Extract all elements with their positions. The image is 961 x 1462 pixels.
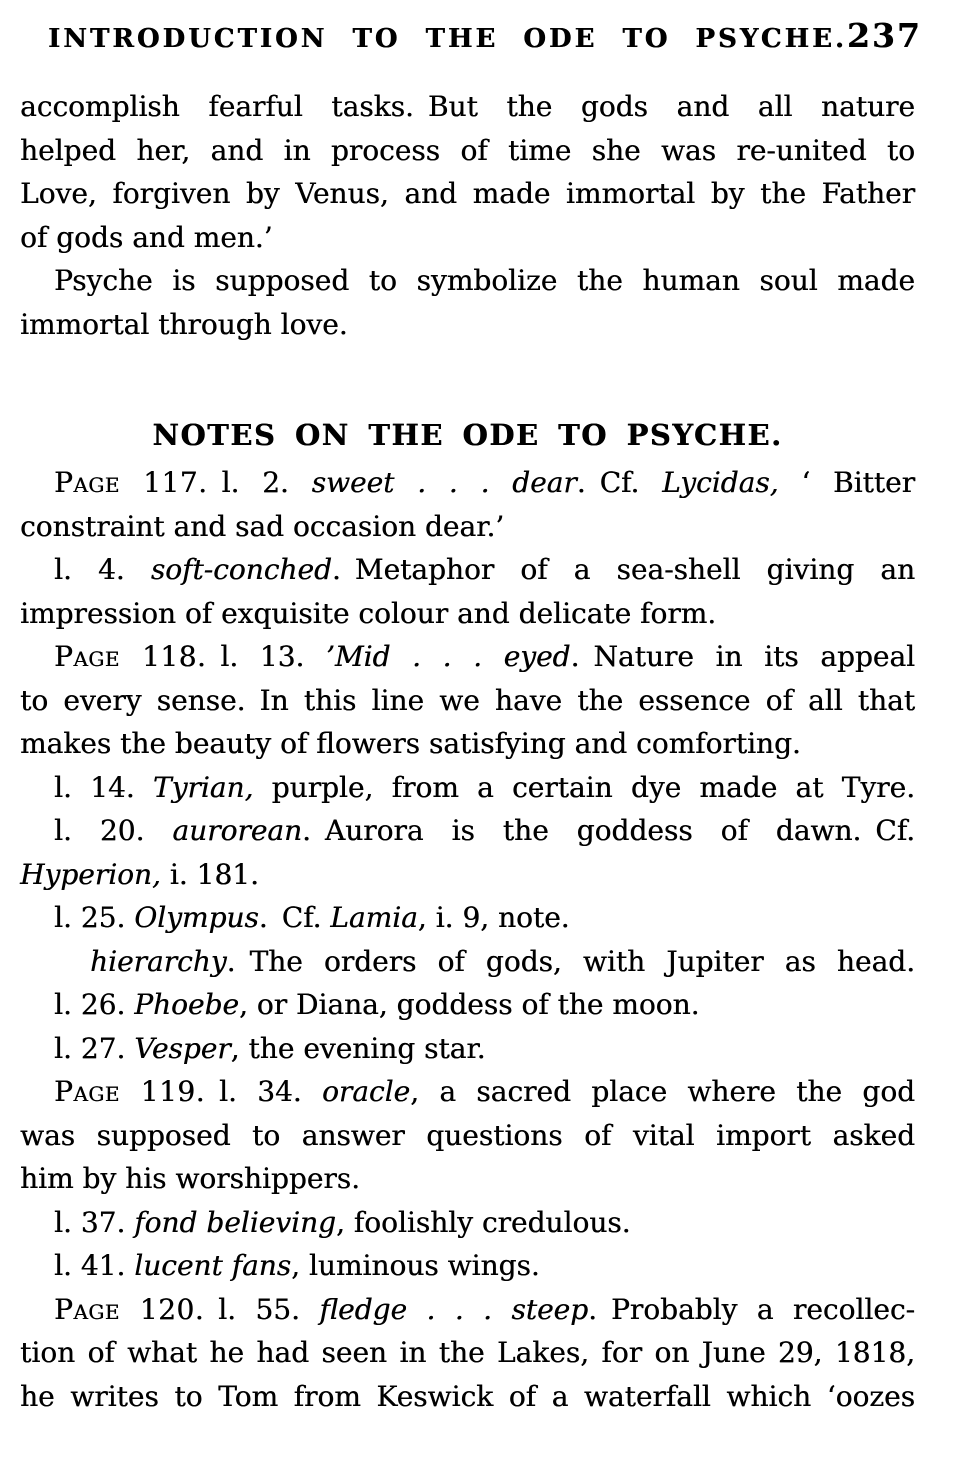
- text-segment: l. 55.: [204, 1292, 320, 1326]
- text-segment: l. 27.: [54, 1031, 135, 1065]
- text-segment: makes the beauty of flowers satisfying and comforting.: [20, 727, 801, 760]
- text-segment: , the evening star.: [230, 1031, 486, 1065]
- paragraph: [20, 1244, 915, 1288]
- text-line: [20, 853, 915, 897]
- page-reference: Page 119.: [54, 1075, 205, 1108]
- paragraph: [20, 548, 915, 635]
- paragraph: [20, 259, 915, 346]
- text-segment: l. 26.: [54, 988, 135, 1021]
- paragraph: [20, 940, 915, 984]
- text-line: [20, 722, 915, 766]
- text-segment: Psyche is supposed to symbolize the human soul made: [54, 264, 915, 297]
- text-line: [20, 461, 915, 505]
- text-segment: impression of exquisite colour and delicate form.: [20, 596, 717, 630]
- text-line: [20, 259, 915, 303]
- text-segment: l. 2.: [207, 466, 312, 499]
- text-line: [20, 1114, 915, 1158]
- section-heading: NOTES ON THE ODE TO PSYCHE.: [152, 418, 783, 452]
- text-line: [20, 1244, 915, 1288]
- text-line: [20, 679, 915, 723]
- text-line: [20, 809, 915, 853]
- text-segment: helped her, and in process of time she was re-united to: [20, 133, 915, 167]
- text-segment: . Nature in its appeal: [570, 640, 916, 673]
- text-segment: . Aurora is the goddess of dawn. Cf.: [302, 814, 915, 847]
- italic-text: aurorean: [172, 814, 303, 847]
- introduction-text: [20, 85, 915, 346]
- text-segment: ‘ Bitter: [778, 466, 915, 499]
- text-line: [20, 1070, 915, 1114]
- text-segment: purple, from a certain dye made at Tyre.: [253, 770, 915, 804]
- paragraph: [20, 983, 915, 1027]
- text-segment: l. 34.: [205, 1075, 322, 1108]
- text-line: [20, 548, 915, 592]
- text-line: [20, 896, 915, 940]
- text-segment: . Cf.: [258, 901, 331, 934]
- text-segment: Love, forgiven by Venus, and made immortal by the Father: [20, 177, 915, 210]
- text-line: [20, 766, 915, 810]
- running-title: INTRODUCTION TO THE ODE TO PSYCHE.: [48, 24, 847, 54]
- italic-text: sweet . . . dear: [311, 466, 577, 499]
- text-segment: , i. 9, note.: [417, 901, 570, 934]
- paragraph: [20, 635, 915, 766]
- text-segment: l. 41.: [54, 1249, 135, 1282]
- text-segment: . Cf.: [576, 466, 663, 499]
- text-segment: l. 25.: [54, 901, 135, 934]
- italic-text: fond believing: [134, 1205, 336, 1239]
- text-segment: i. 181.: [160, 857, 259, 891]
- italic-text: lucent fans: [134, 1249, 292, 1282]
- text-segment: accomplish fearful tasks. But the gods and all nature: [20, 90, 915, 123]
- italic-text: Hyperion,: [20, 857, 161, 891]
- text-line: [20, 1375, 915, 1419]
- text-segment: . The orders of gods, with Jupiter as head.: [226, 944, 915, 978]
- text-segment: , or Diana, goddess of the moon.: [238, 988, 700, 1021]
- text-line: [20, 1157, 915, 1201]
- text-segment: tion of what he had seen in the Lakes, for on June 29, 1818,: [20, 1336, 915, 1369]
- text-segment: l. 13.: [206, 640, 326, 673]
- text-segment: to every sense. In this line we have the essence of all that: [20, 683, 915, 717]
- text-segment: he writes to Tom from Keswick of a waterfall which ‘oozes: [20, 1379, 915, 1413]
- paragraph: [20, 1070, 915, 1201]
- text-segment: l. 14.: [54, 770, 153, 804]
- italic-text: fledge . . . steep: [319, 1292, 589, 1326]
- text-segment: , luminous wings.: [291, 1249, 540, 1282]
- paragraph: [20, 1288, 915, 1419]
- text-line: [20, 505, 915, 549]
- page-reference: Page 117.: [54, 466, 208, 499]
- text-line: [20, 172, 915, 216]
- text-segment: of gods and men.’: [20, 220, 273, 254]
- text-line: [20, 1331, 915, 1375]
- text-segment: . Probably a recollec-: [588, 1292, 915, 1326]
- text-segment: constraint and sad occasion dear.’: [20, 509, 505, 543]
- text-line: [20, 940, 915, 984]
- text-segment: , foolishly credulous.: [335, 1205, 631, 1239]
- paragraph: [20, 461, 915, 548]
- text-line: [20, 635, 915, 679]
- text-segment: l. 20.: [54, 814, 173, 847]
- italic-text: ’Mid . . . eyed: [325, 640, 571, 673]
- page-reference: Page 120.: [54, 1292, 205, 1326]
- italic-text: hierarchy: [90, 944, 227, 978]
- text-line: [20, 85, 915, 129]
- paragraph: [20, 85, 915, 259]
- paragraph: [20, 766, 915, 810]
- text-segment: immortal through love.: [20, 307, 348, 341]
- text-line: [20, 1288, 915, 1332]
- text-segment: him by his worshippers.: [20, 1162, 360, 1195]
- italic-text: oracle: [321, 1075, 411, 1108]
- text-segment: . Metaphor of a sea-shell giving an: [331, 553, 916, 586]
- text-line: [20, 216, 915, 260]
- italic-text: Vesper: [134, 1031, 231, 1065]
- text-line: [20, 1201, 915, 1245]
- italic-text: soft-conched: [150, 553, 332, 586]
- paragraph: [20, 1201, 915, 1245]
- italic-text: Olympus: [134, 901, 259, 934]
- paragraph: [20, 809, 915, 896]
- italic-text: Phoebe: [134, 988, 239, 1021]
- text-line: [20, 303, 915, 347]
- page-number: 237: [846, 16, 922, 55]
- italic-text: Lamia: [330, 901, 418, 934]
- notes-text: [20, 461, 915, 1418]
- text-line: [20, 1027, 915, 1071]
- text-line: [20, 983, 915, 1027]
- text-segment: , a sacred place where the god: [410, 1075, 915, 1108]
- text-segment: was supposed to answer questions of vital import asked: [20, 1118, 915, 1152]
- text-line: [20, 592, 915, 636]
- page-reference: Page 118.: [54, 640, 207, 673]
- text-segment: l. 37.: [54, 1205, 135, 1239]
- running-header: [20, 16, 922, 55]
- paragraph: [20, 896, 915, 940]
- text-line: [20, 129, 915, 173]
- text-segment: l. 4.: [54, 553, 151, 586]
- italic-text: Tyrian,: [152, 770, 254, 804]
- italic-text: Lycidas,: [662, 466, 779, 499]
- paragraph: [20, 1027, 915, 1071]
